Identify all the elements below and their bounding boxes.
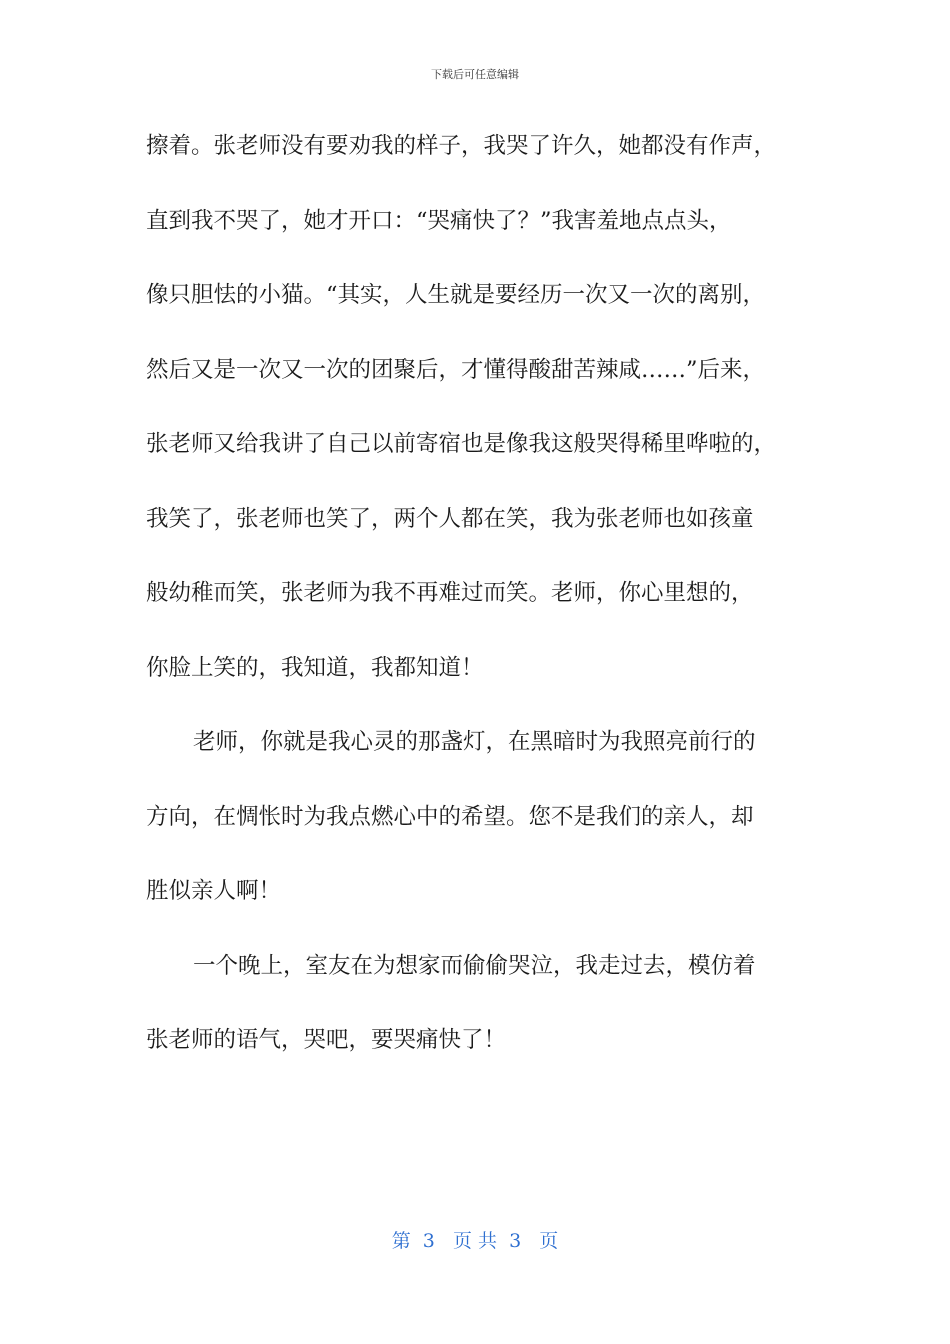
text-line: 像只胆怯的小猫。“其实，人生就是要经历一次又一次的离别， — [146, 282, 766, 308]
text-line: 你脸上笑的，我知道，我都知道！ — [146, 654, 484, 681]
text-line: 我笑了，张老师也笑了，两个人都在笑，我为张老师也如孩童 — [146, 505, 754, 532]
text-line: 张老师的语气，哭吧，要哭痛快了！ — [146, 1027, 507, 1053]
text-line: 方向，在惆怅时为我点燃心中的希望。您不是我们的亲人，却 — [146, 803, 754, 830]
page-number-footer: 第 3 页 共 3 页 — [391, 1230, 559, 1252]
page-header: 下载后可任意编辑 — [431, 68, 519, 81]
paragraph-first-line: 一个晚上，室友在为想家而偷偷哭泣，我走过去，模仿着 — [193, 952, 756, 979]
paragraph-first-line: 老师，你就是我心灵的那盏灯，在黑暗时为我照亮前行的 — [193, 729, 756, 755]
text-line: 张老师又给我讲了自己以前寄宿也是像我这般哭得稀里哗啦的， — [146, 431, 777, 457]
text-line: 般幼稚而笑，张老师为我不再难过而笑。老师，你心里想的， — [146, 580, 754, 606]
document-body — [146, 119, 826, 1088]
text-line: 然后又是一次又一次的团聚后，才懂得酸甜苦辣咸……”后来， — [146, 356, 766, 383]
text-line: 直到我不哭了，她才开口：“哭痛快了？”我害羞地点点头， — [146, 207, 732, 234]
text-line: 胜似亲人啊！ — [146, 878, 282, 904]
text-line: 擦着。张老师没有要劝我的样子，我哭了许久，她都没有作声， — [146, 133, 777, 159]
